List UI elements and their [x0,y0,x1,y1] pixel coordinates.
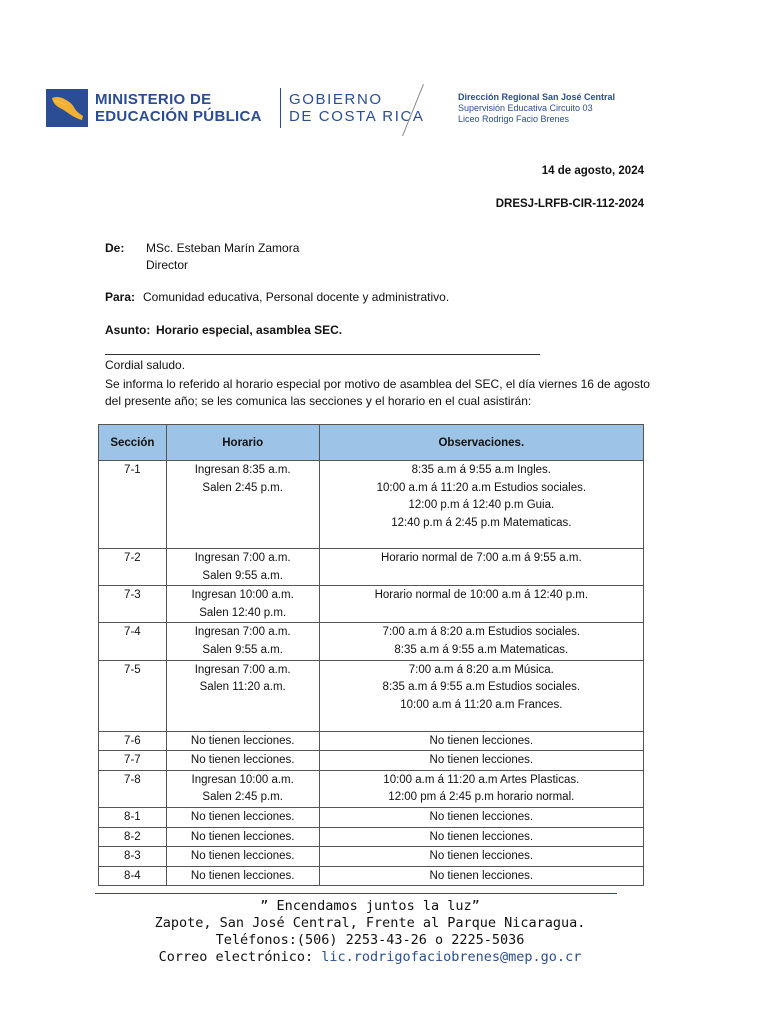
horario-line: Salen 9:55 a.m. [202,643,283,656]
costa-rica-map-icon [46,89,88,127]
cell-horario [166,751,319,771]
cell-horario [166,866,319,886]
ministry-name-line1: MINISTERIO DE [95,91,212,108]
horario-line: Salen 11:20 a.m. [199,681,286,694]
horario-line: No tienen lecciones. [190,734,295,747]
cell-seccion: 7-4 [99,623,167,660]
horario-line: No tienen lecciones. [190,810,295,823]
footer-address: Zapote, San José Central, Frente al Parque Nicaragua. [154,915,586,931]
observacion-line: No tienen lecciones. [429,810,534,823]
horario-line: Ingresan 10:00 a.m. [191,773,294,786]
horario-line: No tienen lecciones. [190,869,295,882]
horario-line: Ingresan 8:35 a.m. [194,464,291,476]
observacion-line: 10:00 a.m á 11:20 a.m Frances. [400,698,563,711]
footer-email-label: Correo electrónico: [158,949,314,965]
table-row [99,827,644,847]
supervision-circuit: Supervisión Educativa Circuito 03 [458,103,593,113]
schedule-table-body [99,461,644,886]
observacion-line: 8:35 a.m á 9:55 a.m Matematicas. [394,643,569,656]
table-row [99,866,644,886]
table-row [99,847,644,867]
table-row [99,807,644,827]
observacion-line: Horario normal de 10:00 a.m á 12:40 p.m. [374,589,589,602]
cell-observaciones [319,623,643,660]
footer-motto: ” Encendamos juntos la luz” [260,898,480,914]
cell-seccion: 7-7 [99,751,167,771]
cell-observaciones [319,847,643,867]
from-label: De: [105,241,125,255]
cell-horario [166,623,319,660]
horario-line: Salen 12:40 p.m. [199,606,287,619]
cell-horario [166,660,319,731]
horario-line: Salen 2:45 p.m. [202,481,283,494]
column-header-observaciones: Observaciones. [319,425,643,461]
observacion-line: Horario normal de 7:00 a.m á 9:55 a.m. [380,552,582,564]
observacion-line: 12:40 p.m á 2:45 p.m Matematicas. [391,516,572,529]
cell-seccion: 8-2 [99,827,167,847]
government-line1: GOBIERNO [289,91,383,108]
footer-rule [95,893,617,894]
cell-seccion: 7-2 [99,549,167,586]
cell-observaciones [319,549,643,586]
observacion-line: 12:00 pm á 2:45 p.m horario normal. [388,791,575,804]
horario-line: Ingresan 7:00 a.m. [194,552,291,564]
mep-logo [46,89,88,127]
horario-line: Ingresan 7:00 a.m. [194,626,291,639]
subject-label: Asunto: [105,323,151,337]
school-name: Liceo Rodrigo Facio Brenes [458,114,570,124]
from-name: MSc. Esteban Marín Zamora [146,241,300,255]
observacion-line: 10:00 a.m á 11:20 a.m Artes Plasticas. [383,773,580,786]
table-row [99,660,644,731]
table-row [99,623,644,660]
cell-observaciones [319,807,643,827]
cell-seccion: 7-8 [99,770,167,807]
observacion-line: 7:00 a.m á 8:20 a.m Música. [408,663,554,676]
footer-phones: Teléfonos:(506) 2253-43-26 o 2225-5036 [215,932,525,948]
subject-separator [105,354,540,355]
cell-observaciones [319,461,643,549]
cell-observaciones [319,586,643,623]
horario-line: No tienen lecciones. [190,850,295,863]
horario-line: Ingresan 7:00 a.m. [194,663,291,676]
greeting: Cordial saludo. [105,358,186,372]
cell-horario [166,731,319,751]
observacion-line: No tienen lecciones. [429,869,534,882]
observacion-line: 7:00 a.m á 8:20 a.m Estudios sociales. [382,626,581,639]
cell-seccion: 8-1 [99,807,167,827]
table-row [99,549,644,586]
cell-horario [166,827,319,847]
cell-observaciones [319,866,643,886]
observacion-line: No tienen lecciones. [429,830,534,843]
cell-seccion: 8-4 [99,866,167,886]
footer-email-line [0,949,740,965]
cell-observaciones [319,751,643,771]
government-line2: DE COSTA RICA [289,108,425,125]
to-label: Para: [105,290,136,304]
observacion-line: 8:35 a.m á 9:55 a.m Estudios sociales. [382,681,581,694]
cell-horario [166,461,319,549]
cell-observaciones [319,660,643,731]
observacion-line: 12:00 p.m á 12:40 p.m Guia. [408,499,555,512]
table-row [99,751,644,771]
horario-line: No tienen lecciones. [190,754,295,767]
cell-horario [166,847,319,867]
body-line-1: Se informa lo referido al horario especial por motivo de asamblea del SEC, el día viernes 16 de agosto [105,377,650,391]
body-line-2: del presente año; se les comunica las secciones y el horario en el cual asistirán: [105,394,532,408]
observacion-line: 8:35 a.m á 9:55 a.m Ingles. [411,464,551,476]
cell-seccion: 7-3 [99,586,167,623]
horario-line: Salen 9:55 a.m. [202,569,283,582]
observacion-line: No tienen lecciones. [429,850,534,863]
cell-observaciones [319,731,643,751]
table-row [99,770,644,807]
schedule-table [98,424,644,886]
from-title: Director [146,258,189,272]
letter-reference: DRESJ-LRFB-CIR-112-2024 [495,198,644,210]
cell-horario [166,770,319,807]
to-value: Comunidad educativa, Personal docente y administrativo. [143,290,450,304]
letter-date: 14 de agosto, 2024 [541,165,644,177]
subject-value: Horario especial, asamblea SEC. [156,323,343,337]
header-divider [280,88,281,128]
cell-horario [166,807,319,827]
column-header-seccion: Sección [99,425,167,461]
table-row [99,731,644,751]
observacion-line: No tienen lecciones. [429,754,534,767]
horario-line: Salen 2:45 p.m. [202,791,283,804]
horario-line: No tienen lecciones. [190,830,295,843]
cell-seccion: 7-1 [99,461,167,549]
cell-seccion: 8-3 [99,847,167,867]
cell-horario [166,586,319,623]
table-row [99,586,644,623]
cell-observaciones [319,770,643,807]
observacion-line: 10:00 a.m á 11:20 a.m Estudios sociales. [376,481,587,494]
cell-seccion: 7-6 [99,731,167,751]
cell-seccion: 7-5 [99,660,167,731]
cell-horario [166,549,319,586]
column-header-horario: Horario [166,425,319,461]
footer-email-link[interactable]: lic.rodrigofaciobrenes@mep.go.cr [321,949,582,965]
cell-observaciones [319,827,643,847]
table-header-row [99,425,644,461]
observacion-line: No tienen lecciones. [429,734,534,747]
table-row [99,461,644,549]
ministry-name-line2: EDUCACIÓN PÚBLICA [95,108,262,125]
horario-line: Ingresan 10:00 a.m. [191,589,294,602]
regional-direction: Dirección Regional San José Central [458,92,616,102]
